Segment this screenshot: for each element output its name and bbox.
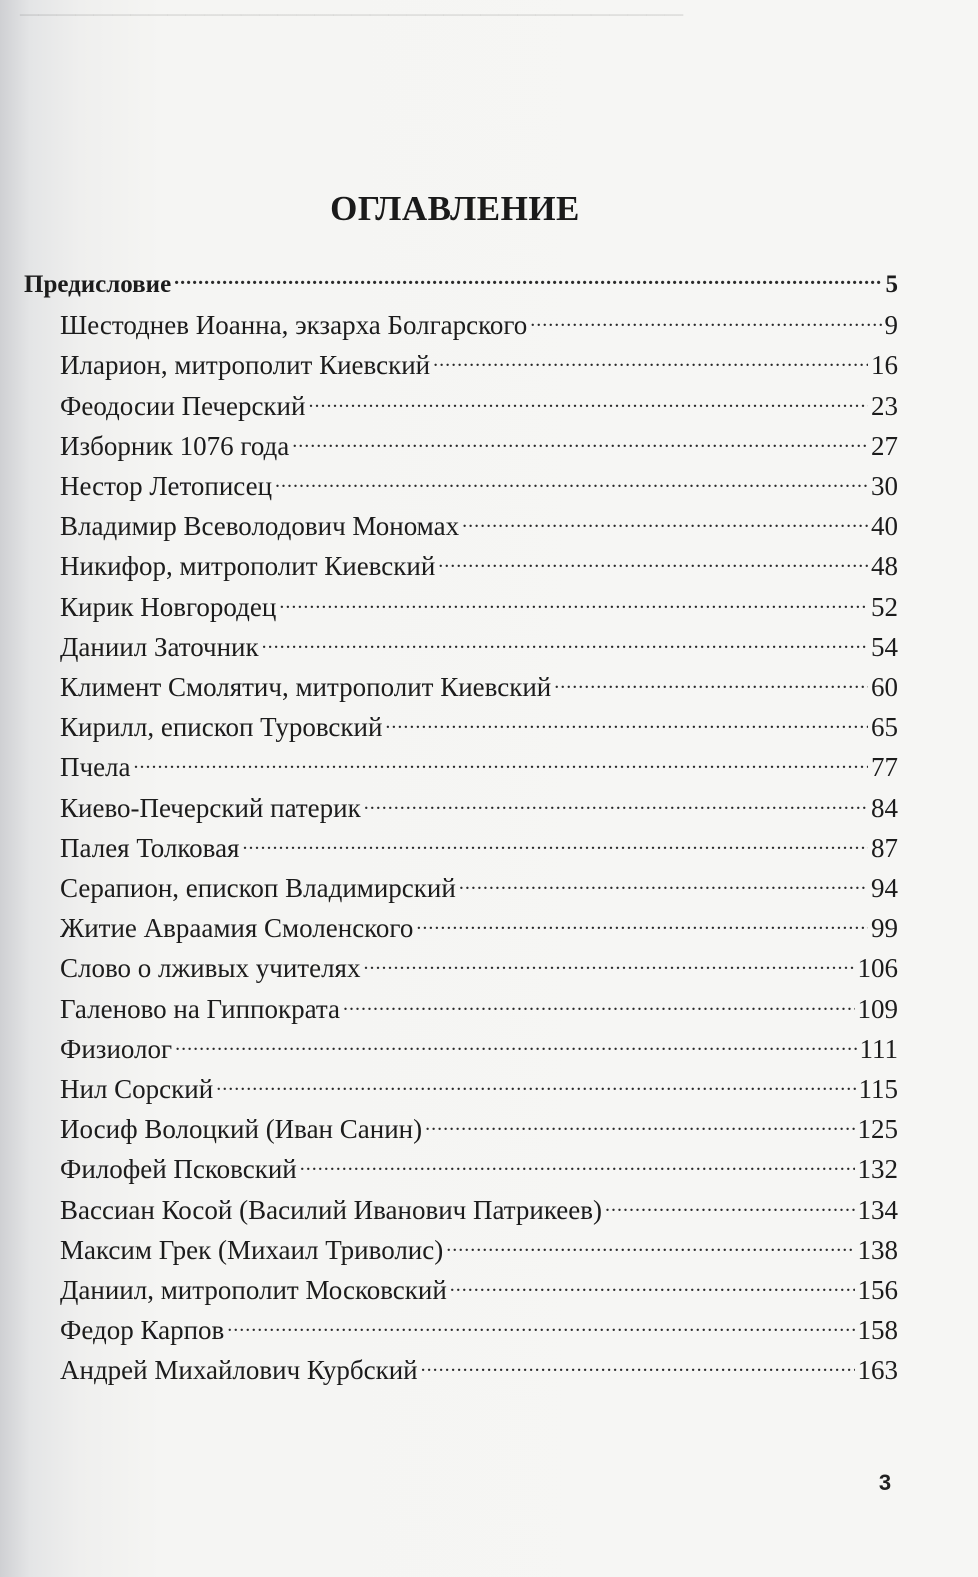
toc-dot-leader bbox=[421, 1352, 855, 1379]
toc-entry bbox=[60, 1149, 898, 1189]
toc-dot-leader bbox=[300, 1151, 855, 1178]
toc-entry-title: Никифор, митрополит Киевский bbox=[60, 551, 436, 582]
toc-entry-page: 16 bbox=[871, 350, 898, 381]
toc-entry-title: Иларион, митрополит Киевский bbox=[60, 350, 431, 381]
toc-entry-title: Филофей Псковский bbox=[60, 1154, 297, 1185]
toc-entry-title: Физиолог bbox=[60, 1033, 173, 1064]
toc-entry bbox=[60, 908, 898, 948]
toc-dot-leader bbox=[459, 870, 868, 897]
toc-entry-page: 60 bbox=[871, 672, 898, 702]
toc-entry-title: Слово о лживых учителях bbox=[60, 953, 361, 984]
toc-entry-title: Киево-Печерский патерик bbox=[60, 792, 361, 823]
toc-entry bbox=[60, 1350, 898, 1390]
toc-entry-title: Даниил Заточник bbox=[60, 631, 259, 662]
toc-entry-title: Кирилл, епископ Туровский bbox=[60, 712, 383, 743]
toc-entry-page: 30 bbox=[871, 471, 898, 501]
toc-entry bbox=[60, 1310, 898, 1350]
toc-entry-page: 48 bbox=[871, 551, 898, 582]
toc-entry-title: Нил Сорский bbox=[60, 1074, 214, 1104]
toc-entry bbox=[60, 426, 898, 466]
toc-entry-title: Феодосии Печерский bbox=[60, 390, 306, 421]
toc-entry-title: Шестоднев Иоанна, экзарха Болгарского bbox=[60, 310, 528, 341]
toc-dot-leader bbox=[174, 267, 882, 292]
page-number: 3 bbox=[878, 1470, 892, 1495]
toc-dot-leader bbox=[416, 910, 868, 937]
toc-entry-page: 27 bbox=[871, 430, 898, 461]
toc-dot-leader bbox=[308, 388, 868, 415]
toc-entry bbox=[60, 707, 898, 747]
toc-dot-leader bbox=[425, 1111, 854, 1138]
toc-entry bbox=[60, 305, 898, 345]
toc-entry bbox=[60, 546, 898, 586]
toc-entry bbox=[60, 1230, 898, 1270]
toc-entry bbox=[60, 345, 898, 385]
toc-entry bbox=[60, 747, 898, 787]
toc-entry-page: 84 bbox=[871, 792, 898, 823]
toc-entry bbox=[60, 466, 898, 506]
toc-entry-page: 106 bbox=[857, 953, 898, 984]
toc-entry-page: 115 bbox=[858, 1074, 898, 1104]
toc-entry-title: Серапион, епископ Владимирский bbox=[60, 873, 456, 903]
toc-dot-leader bbox=[554, 669, 868, 696]
toc-entry-title: Житие Авраамия Смоленского bbox=[60, 913, 414, 944]
toc-entry-title: Кирик Новгородец bbox=[60, 591, 277, 622]
toc-entry-title: Пчела bbox=[60, 752, 131, 783]
toc-dot-leader bbox=[364, 790, 868, 817]
show-through-decoration: ──────────────────────────────────── bbox=[20, 0, 684, 29]
toc-entry-page: 23 bbox=[871, 390, 898, 421]
toc-dot-leader bbox=[175, 1031, 856, 1058]
toc-entry bbox=[60, 1029, 898, 1069]
toc-entry-page: 9 bbox=[884, 310, 898, 341]
toc-entry bbox=[60, 386, 898, 426]
toc-entry-page: 156 bbox=[857, 1275, 898, 1305]
toc-entry-page: 125 bbox=[857, 1114, 898, 1145]
toc-entry bbox=[60, 1069, 898, 1109]
toc-dot-leader bbox=[242, 830, 868, 857]
toc-entry-title: Иосиф Волоцкий (Иван Санин) bbox=[60, 1114, 423, 1145]
toc-entry-title: Даниил, митрополит Московский bbox=[60, 1275, 447, 1305]
toc-dot-leader bbox=[227, 1312, 854, 1339]
toc-entry-title: Климент Смолятич, митрополит Киевский bbox=[60, 672, 552, 702]
toc-dot-leader bbox=[216, 1071, 855, 1098]
toc-entry-page: 5 bbox=[885, 271, 898, 298]
toc-entry-page: 138 bbox=[857, 1234, 898, 1265]
toc-entry-title: Андрей Михайлович Курбский bbox=[60, 1355, 418, 1386]
toc-entry-page: 54 bbox=[871, 631, 898, 662]
toc-entry bbox=[60, 587, 898, 627]
toc-entry bbox=[60, 667, 898, 707]
toc-dot-leader bbox=[450, 1272, 855, 1299]
toc-entry-page: 99 bbox=[871, 913, 898, 944]
toc-dot-leader bbox=[605, 1192, 854, 1219]
toc-entry-page: 163 bbox=[857, 1355, 898, 1386]
toc-entry bbox=[60, 627, 898, 667]
toc-dot-leader bbox=[438, 548, 868, 575]
toc-dot-leader bbox=[462, 508, 868, 535]
toc-dot-leader bbox=[292, 428, 868, 455]
toc-dot-leader bbox=[134, 749, 868, 776]
toc-entry-title: Предисловие bbox=[24, 271, 172, 298]
toc-entry bbox=[60, 948, 898, 988]
toc-dot-leader bbox=[446, 1232, 854, 1259]
toc-entry-title: Вассиан Косой (Василий Иванович Патрикеев) bbox=[60, 1194, 603, 1225]
toc-entry-title: Нестор Летописец bbox=[60, 471, 273, 501]
toc-entry-page: 111 bbox=[859, 1033, 898, 1064]
toc-entry-page: 65 bbox=[871, 712, 898, 743]
toc-entry-title: Изборник 1076 года bbox=[60, 430, 290, 461]
toc-entry bbox=[60, 788, 898, 828]
toc-entry bbox=[60, 1109, 898, 1149]
toc-dot-leader bbox=[275, 468, 868, 495]
toc-entry-page: 94 bbox=[871, 873, 898, 903]
toc-entry bbox=[24, 265, 898, 305]
toc-dot-leader bbox=[363, 950, 854, 977]
toc-dot-leader bbox=[279, 589, 868, 616]
toc-entry-page: 40 bbox=[871, 511, 898, 542]
toc-entry bbox=[60, 506, 898, 546]
toc-entry-title: Палея Толковая bbox=[60, 832, 240, 863]
toc-entry-title: Максим Грек (Михаил Триволис) bbox=[60, 1234, 444, 1265]
toc-entry-page: 109 bbox=[857, 993, 898, 1024]
toc-entry-page: 87 bbox=[871, 832, 898, 863]
toc-entry-page: 134 bbox=[857, 1194, 898, 1225]
toc-entry-title: Владимир Всеволодович Мономах bbox=[60, 511, 460, 542]
toc-entry bbox=[60, 868, 898, 908]
toc-entry bbox=[60, 989, 898, 1029]
toc-entry bbox=[60, 828, 898, 868]
toc-entry-page: 132 bbox=[857, 1154, 898, 1185]
toc-dot-leader bbox=[530, 307, 881, 334]
toc-entry bbox=[60, 1270, 898, 1310]
toc-dot-leader bbox=[385, 709, 868, 736]
toc-entry-title: Федор Карпов bbox=[60, 1315, 225, 1346]
toc-entry-title: Галеново на Гиппократа bbox=[60, 993, 341, 1024]
toc-entry-page: 77 bbox=[871, 752, 898, 783]
page-title: ОГЛАВЛЕНИЕ bbox=[330, 189, 580, 229]
toc-entry-page: 52 bbox=[871, 591, 898, 622]
toc-dot-leader bbox=[433, 347, 868, 374]
toc-dot-leader bbox=[262, 629, 868, 656]
toc-entry bbox=[60, 1190, 898, 1230]
toc-entry-page: 158 bbox=[857, 1315, 898, 1346]
toc-dot-leader bbox=[343, 991, 854, 1018]
